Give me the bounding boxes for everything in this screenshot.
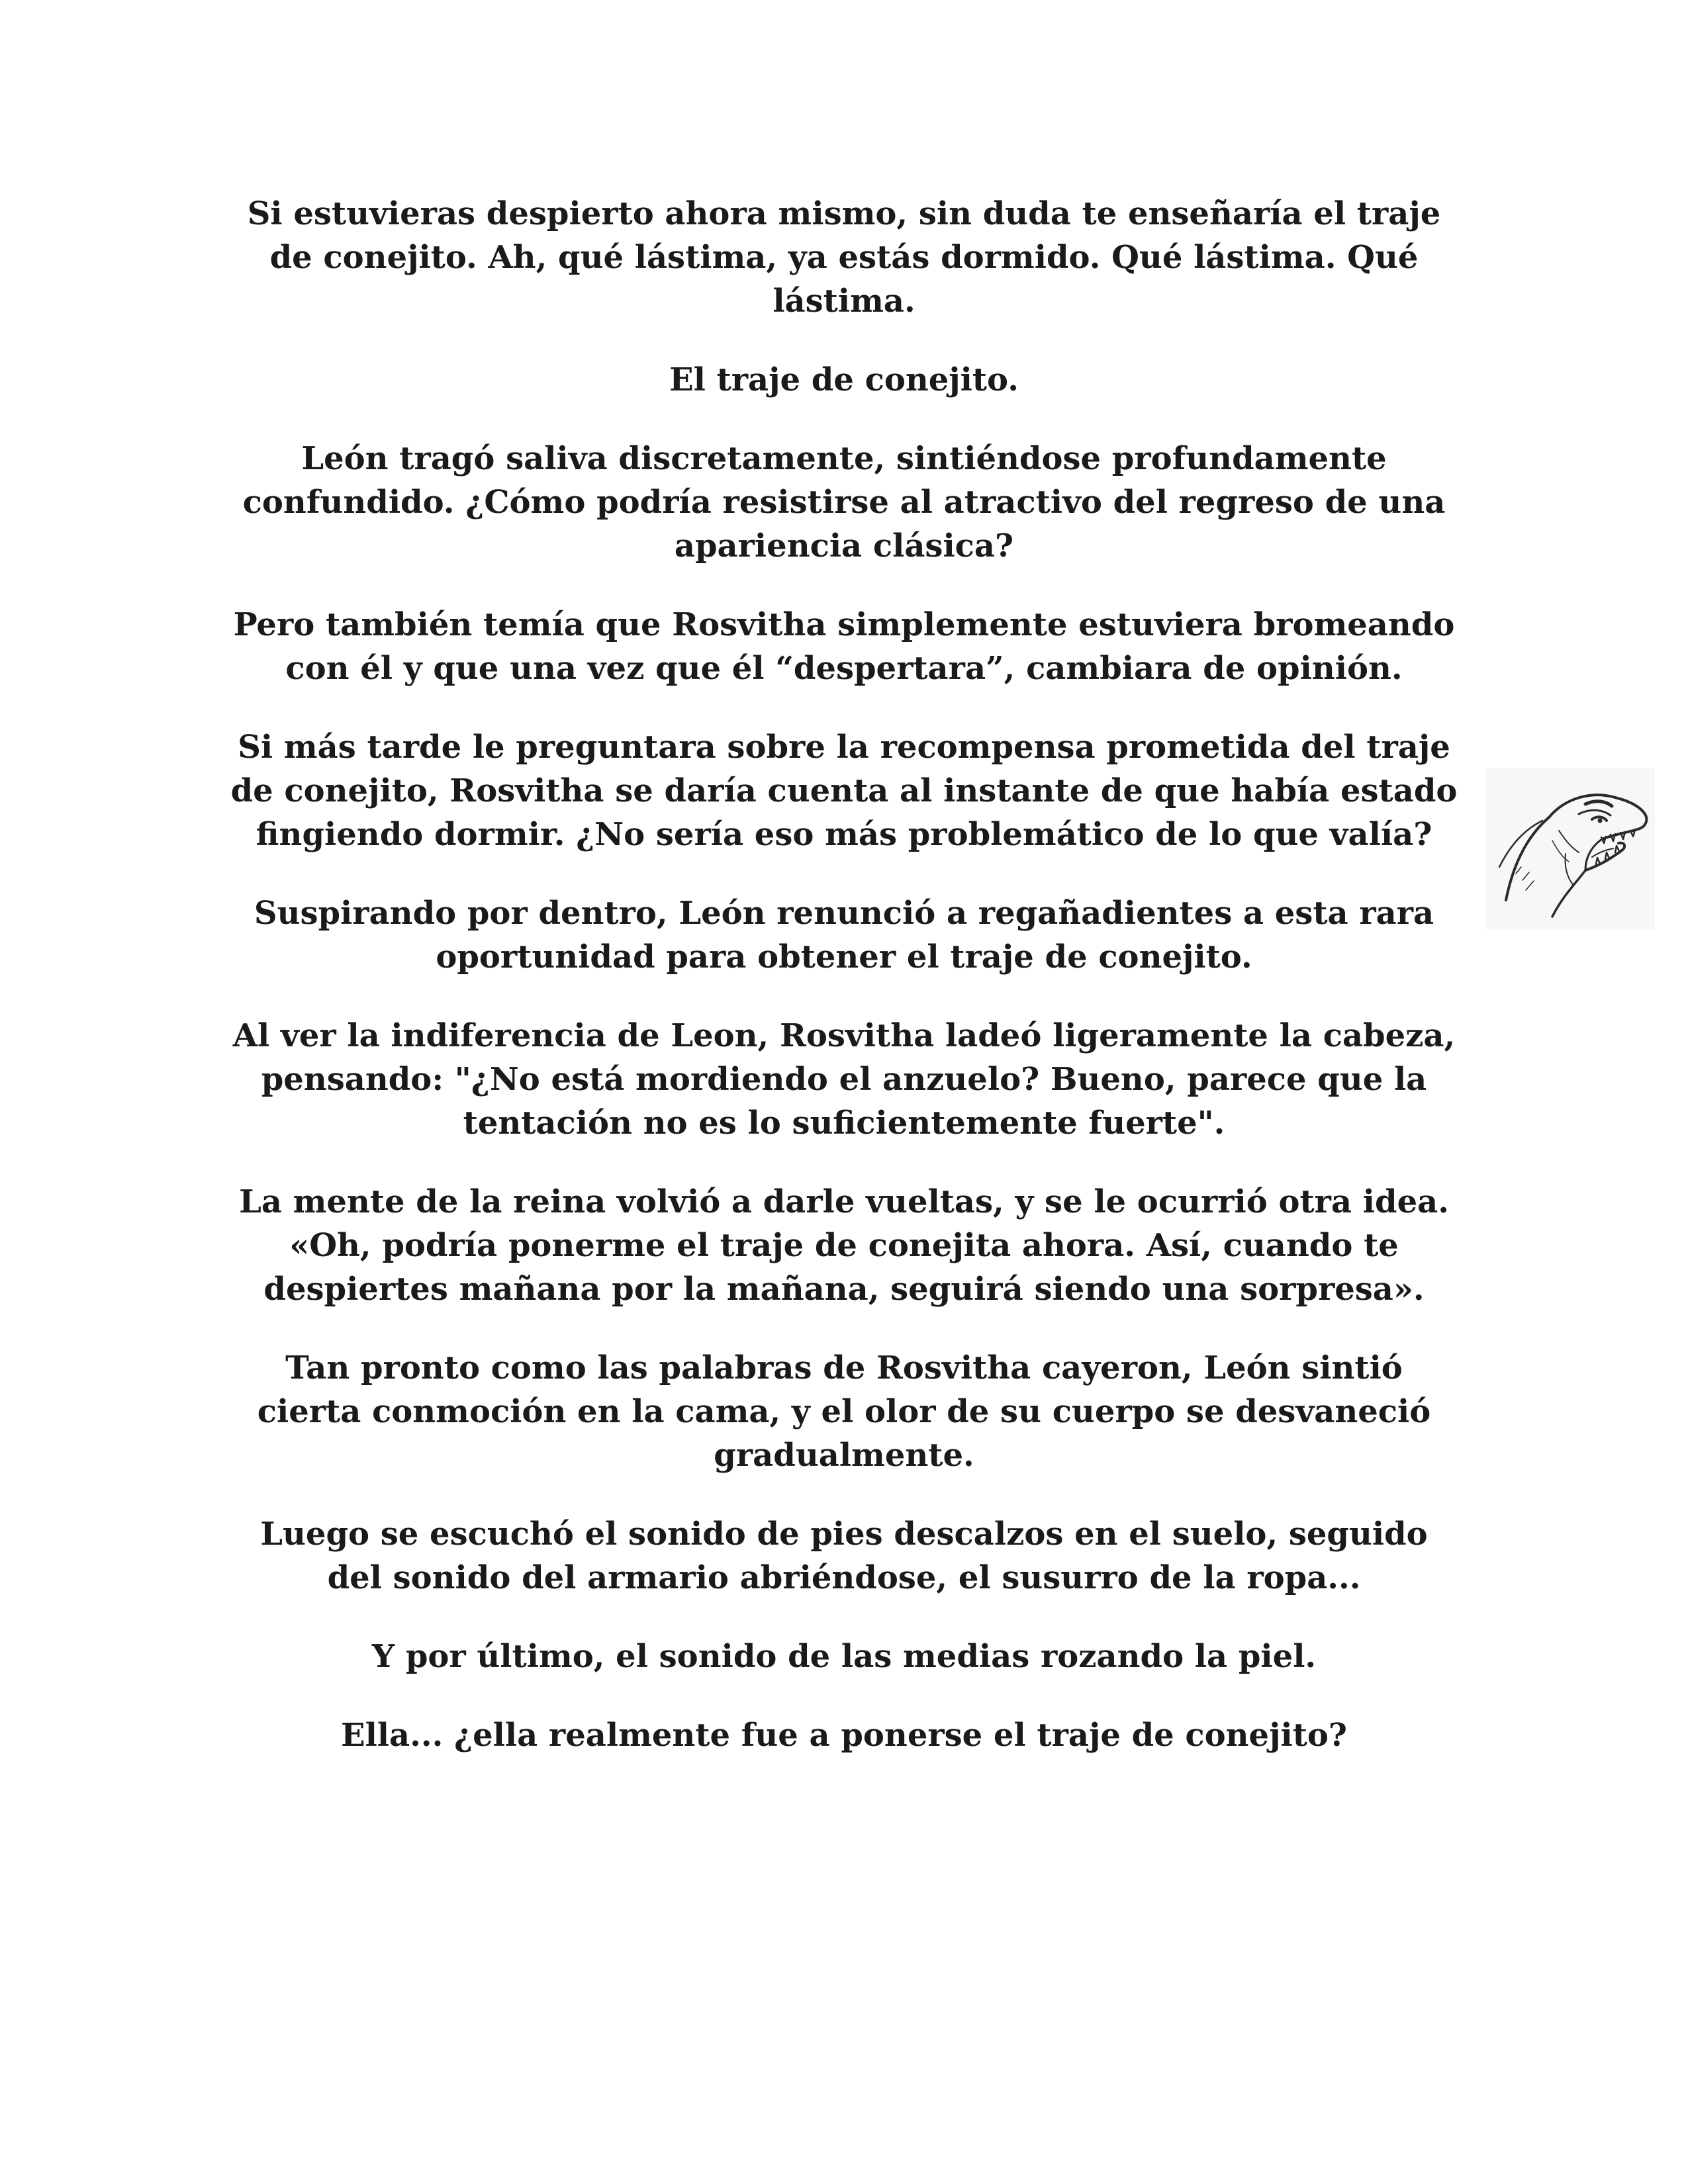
paragraph-3: León tragó saliva discretamente, sintiéndose profundamente confundido. ¿Cómo podría resistirse al atractivo del regreso de una apariencia clásica? — [242, 440, 1446, 565]
paragraph-7: Al ver la indiferencia de Leon, Rosvitha ladeó ligeramente la cabeza, pensando: "¿No está mordiendo el anzuelo? Bueno, parece que la tentación no es lo suficientemente fuerte". — [232, 1017, 1456, 1142]
paragraph-9: Tan pronto como las palabras de Rosvitha cayeron, León sintió cierta conmoción en la cama, y el olor de su cuerpo se desvaneció gradualmente. — [257, 1349, 1431, 1474]
dinosaur-sketch-drawing — [1486, 768, 1655, 930]
paragraph-11: Y por último, el sonido de las medias rozando la piel. — [371, 1638, 1317, 1675]
paragraph-4: Pero también temía que Rosvitha simplemente estuviera bromeando con él y que una vez que él “despertara”, cambiara de opinión. — [233, 606, 1455, 687]
story-text — [228, 192, 1460, 1757]
paragraph-6: Suspirando por dentro, León renunció a regañadientes a esta rara oportunidad para obtener el traje de conejito. — [254, 895, 1434, 976]
paragraph-1: Si estuvieras despierto ahora mismo, sin duda te enseñaría el traje de conejito. Ah, qué lástima, ya estás dormido. Qué lástima. Qué lástima. — [247, 195, 1441, 320]
paragraph-12: Ella... ¿ella realmente fue a ponerse el traje de conejito? — [340, 1717, 1347, 1754]
dinosaur-head-sketch-icon — [1486, 768, 1655, 930]
paragraph-10: Luego se escuchó el sonido de pies descalzos en el suelo, seguido del sonido del armario abriéndose, el susurro de la ropa... — [260, 1516, 1428, 1596]
paragraph-8: La mente de la reina volvió a darle vueltas, y se le ocurrió otra idea. «Oh, podría ponerme el traje de conejita ahora. Así, cuando te despiertes mañana por la mañana, seguirá siendo una sorpresa». — [239, 1183, 1449, 1308]
paragraph-2: El traje de conejito. — [669, 361, 1019, 398]
paragraph-5: Si más tarde le preguntara sobre la recompensa prometida del traje de conejito, Rosvitha se daría cuenta al instante de que había estado fingiendo dormir. ¿No sería eso más problemático de lo que valía? — [230, 729, 1458, 853]
